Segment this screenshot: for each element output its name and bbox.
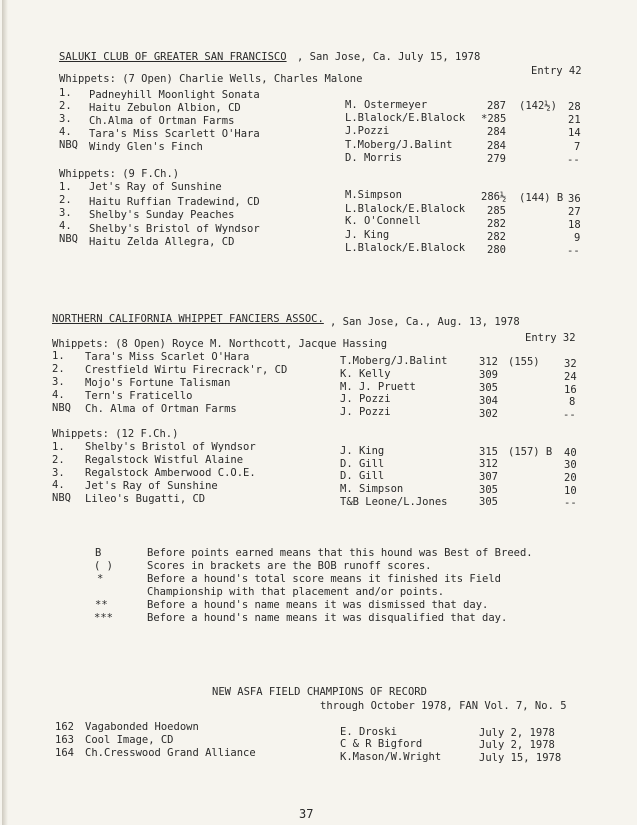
hound-name: Tara's Miss Scarlett O'Hara — [89, 128, 260, 140]
owner: L.Blalock/E.Blalock — [345, 242, 466, 254]
champion-name: Ch.Cresswood Grand Alliance — [85, 747, 256, 759]
hound-name: Lileo's Bugatti, CD — [85, 493, 206, 505]
legend-text: Championship with that placement and/or points. — [147, 586, 445, 598]
place: 4. — [59, 126, 72, 138]
points: 24 — [564, 371, 577, 383]
place: 3. — [59, 207, 72, 219]
legend-text: Before a hound's total score means it finished its Field — [147, 573, 502, 585]
place: 3. — [59, 113, 72, 125]
page-number: 37 — [299, 807, 314, 821]
points: 32 — [564, 358, 577, 370]
hound-name: Haitu Zelda Allegra, CD — [89, 236, 235, 248]
page-edge-shadow — [2, 0, 8, 825]
score: 284 — [487, 140, 506, 152]
hound-name: Shelby's Sunday Peaches — [89, 209, 235, 221]
points: 36 — [568, 193, 581, 205]
owner: L.Blalock/E.Blalock — [345, 203, 466, 215]
points: 7 — [574, 141, 581, 153]
champion-name: Cool Image, CD — [85, 734, 174, 746]
champion-owner: K.Mason/W.Wright — [340, 751, 442, 763]
score: 282 — [487, 231, 506, 243]
points: 21 — [568, 114, 581, 126]
score: 282 — [487, 218, 506, 230]
place: 2. — [52, 363, 65, 375]
legend-symbol: ** — [95, 599, 108, 611]
champion-date: July 2, 1978 — [479, 727, 555, 739]
champion-number: 163 — [55, 734, 74, 746]
points: 8 — [569, 396, 576, 408]
legend-symbol: B — [95, 547, 102, 559]
owner: M. Ostermeyer — [345, 99, 428, 111]
place: 2. — [59, 194, 72, 206]
champion-date: July 2, 1978 — [479, 739, 555, 751]
owner: L.Blalock/E.Blalock — [345, 112, 466, 124]
score: 305 — [479, 484, 498, 496]
legend-symbol: *** — [94, 612, 113, 624]
hound-name: Shelby's Bristol of Wyndsor — [85, 441, 256, 453]
points: 27 — [568, 206, 581, 218]
section-subtitle: through October 1978, FAN Vol. 7, No. 5 — [320, 700, 567, 712]
score: 285 — [487, 205, 506, 217]
owner: T&B Leone/L.Jones — [340, 496, 448, 508]
points: -- — [567, 245, 580, 257]
points: 30 — [564, 459, 577, 471]
points: 28 — [568, 101, 581, 113]
owner: M. Simpson — [340, 483, 404, 495]
bob-score: (155) — [508, 356, 540, 368]
owner: D. Gill — [340, 470, 385, 482]
legend-text: Before a hound's name means it was disqualified that day. — [147, 612, 508, 624]
owner: M.Simpson — [345, 189, 402, 201]
points: 10 — [564, 485, 577, 497]
place: 4. — [59, 220, 72, 232]
owner: J.Pozzi — [345, 125, 390, 137]
score: 284 — [487, 126, 506, 138]
points: -- — [563, 409, 576, 421]
points: 16 — [564, 384, 577, 396]
hound-name: Haitu Ruffian Tradewind, CD — [89, 196, 260, 208]
champion-name: Vagabonded Hoedown — [85, 721, 199, 733]
champion-date: July 15, 1978 — [479, 752, 562, 764]
points: 18 — [568, 219, 581, 231]
owner: D. Morris — [345, 152, 402, 164]
champion-number: 164 — [55, 747, 74, 759]
champion-number: 162 — [55, 721, 74, 733]
owner: J. King — [340, 445, 385, 457]
class-header: Whippets: (8 Open) Royce M. Northcott, Jacque Hassing — [52, 338, 388, 350]
score: 280 — [487, 244, 506, 256]
entry-count: Entry 32 — [525, 332, 576, 344]
place: 2. — [52, 454, 65, 466]
score: 312 — [479, 458, 498, 470]
bob-score: (144) B — [519, 192, 564, 204]
hound-name: Regalstock Wistful Alaine — [85, 454, 244, 466]
score: 287 — [487, 100, 506, 112]
owner: M. J. Pruett — [340, 381, 416, 393]
place: NBQ — [52, 492, 71, 504]
score: 312 — [479, 356, 498, 368]
place: NBQ — [59, 139, 78, 151]
champion-owner: C & R Bigford — [340, 738, 423, 750]
club-name: SALUKI CLUB OF GREATER SAN FRANCISCO — [59, 51, 287, 63]
points: 20 — [564, 472, 577, 484]
champion-owner: E. Droski — [340, 726, 397, 738]
hound-name: Jet's Ray of Sunshine — [89, 181, 222, 193]
score: 302 — [479, 408, 498, 420]
hound-name: Tara's Miss Scarlet O'Hara — [85, 351, 250, 363]
owner: J. Pozzi — [340, 406, 391, 418]
legend-symbol: * — [97, 573, 104, 585]
place: NBQ — [52, 402, 71, 414]
owner: T.Moberg/J.Balint — [340, 355, 448, 367]
place: 4. — [52, 479, 65, 491]
points: 9 — [574, 232, 581, 244]
legend-text: Scores in brackets are the BOB runoff scores. — [147, 560, 432, 572]
score: 309 — [479, 369, 498, 381]
legend-text: Before points earned means that this hound was Best of Breed. — [147, 547, 533, 559]
place: 1. — [52, 441, 65, 453]
score: 286½ — [481, 191, 507, 203]
event-location-date: , San Jose, Ca. July 15, 1978 — [297, 51, 481, 63]
score: 305 — [479, 382, 498, 394]
entry-count: Entry 42 — [531, 65, 582, 77]
place: 1. — [52, 350, 65, 362]
hound-name: Ch.Alma of Ortman Farms — [89, 115, 235, 127]
hound-name: Tern's Fraticello — [85, 390, 193, 402]
event-location-date: , San Jose, Ca., Aug. 13, 1978 — [330, 316, 520, 328]
points: -- — [564, 497, 577, 509]
hound-name: Windy Glen's Finch — [89, 141, 203, 153]
place: NBQ — [59, 233, 78, 245]
place: 3. — [52, 467, 65, 479]
owner: K. Kelly — [340, 368, 391, 380]
legend-symbol: ( ) — [94, 560, 113, 572]
hound-name: Mojo's Fortune Talisman — [85, 377, 231, 389]
owner: J. Pozzi — [340, 393, 391, 405]
owner: D. Gill — [340, 458, 385, 470]
owner: K. O'Connell — [345, 215, 421, 227]
class-header: Whippets: (12 F.Ch.) — [52, 428, 179, 440]
hound-name: Shelby's Bristol of Wyndsor — [89, 223, 260, 235]
class-header: Whippets: (7 Open) Charlie Wells, Charles Malone — [59, 73, 363, 85]
hound-name: Haitu Zebulon Albion, CD — [89, 102, 241, 114]
owner: J. King — [345, 229, 390, 241]
hound-name: Regalstock Amberwood C.O.E. — [85, 467, 256, 479]
class-header: Whippets: (9 F.Ch.) — [59, 168, 180, 180]
hound-name: Crestfield Wirtu Firecrack'r, CD — [85, 364, 288, 376]
place: 1. — [59, 181, 72, 193]
bob-score: (157) B — [508, 446, 553, 458]
club-name: NORTHERN CALIFORNIA WHIPPET FANCIERS ASSOC. — [52, 313, 324, 325]
score: 304 — [479, 395, 498, 407]
bob-score: (142½) — [519, 100, 557, 112]
legend-text: Before a hound's name means it was dismissed that day. — [147, 599, 489, 611]
points: -- — [567, 154, 580, 166]
place: 3. — [52, 376, 65, 388]
hound-name: Jet's Ray of Sunshine — [85, 480, 218, 492]
place: 2. — [59, 100, 72, 112]
score: 315 — [479, 446, 498, 458]
hound-name: Padneyhill Moonlight Sonata — [89, 89, 260, 101]
score: *285 — [481, 113, 507, 125]
section-title: NEW ASFA FIELD CHAMPIONS OF RECORD — [212, 686, 427, 698]
score: 307 — [479, 471, 498, 483]
place: 4. — [52, 389, 65, 401]
points: 14 — [568, 127, 581, 139]
score: 279 — [487, 153, 506, 165]
points: 40 — [564, 447, 577, 459]
score: 305 — [479, 496, 498, 508]
place: 1. — [59, 87, 72, 99]
hound-name: Ch. Alma of Ortman Farms — [85, 403, 237, 415]
owner: T.Moberg/J.Balint — [345, 139, 453, 151]
